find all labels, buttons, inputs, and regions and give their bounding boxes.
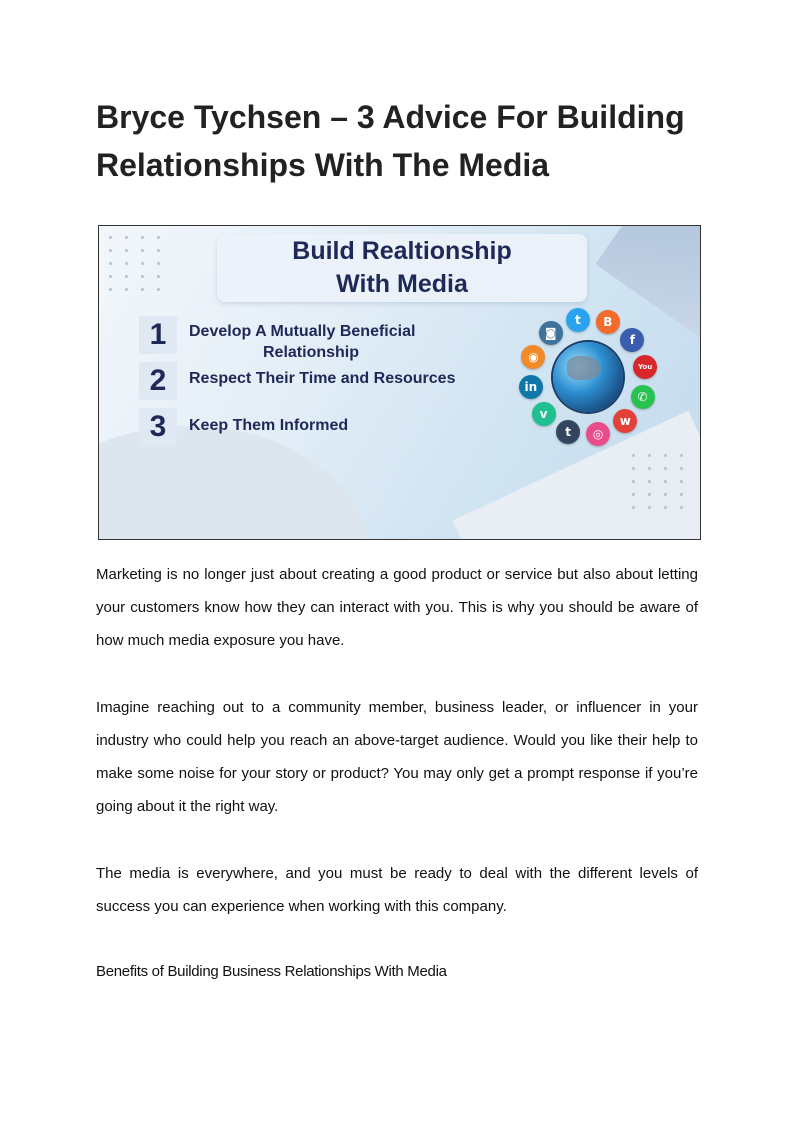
banner-heading (217, 235, 587, 301)
linkedin-icon: in (519, 375, 543, 399)
instagram-icon: ◙ (539, 321, 563, 345)
banner-image (98, 225, 701, 540)
banner-heading-line1: Build Realtionship (292, 237, 512, 265)
facebook-icon: f (620, 328, 644, 352)
page-title: Bryce Tychsen – 3 Advice For Building Relationships With The Media (96, 99, 685, 183)
paragraph-1: Marketing is no longer just about creating a good product or service but also about letting your customers know how they can interact with you. This is why you should be aware of how much media exposure you have. (96, 566, 698, 649)
step-number-1: 1 (139, 316, 177, 354)
tumblr-icon: t (556, 420, 580, 444)
globe-landmass (567, 356, 601, 380)
step-number-2: 2 (139, 362, 177, 400)
whatsapp-icon: ✆ (631, 385, 655, 409)
weibo-icon: w (613, 409, 637, 433)
paragraph-2: Imagine reaching out to a community member, business leader, or influencer in your industry who could help you reach an above-target audience. Would you like their help to make some noise for your story or product? You may only get a prompt response if you’re going about it the right way. (96, 699, 698, 815)
twitter-icon: t (566, 308, 590, 332)
section-subheading: Benefits of Building Business Relationships With Media (96, 963, 447, 980)
blogger-icon: B (596, 310, 620, 334)
paragraph-3: The media is everywhere, and you must be ready to deal with the different levels of success you can experience when working with this company. (96, 865, 698, 915)
social-media-cluster (509, 306, 669, 456)
decorative-dots (632, 454, 686, 509)
rss-icon: ◉ (521, 345, 545, 369)
step-number-3: 3 (139, 408, 177, 446)
step-1-line1: Develop A Mutually Beneficial (189, 323, 416, 340)
youtube-icon: You (633, 355, 657, 379)
decorative-dots (109, 236, 163, 291)
banner-heading-line2: With Media (336, 270, 468, 298)
dribbble-icon: ◎ (586, 422, 610, 446)
step-text-1 (189, 321, 489, 363)
step-1-line2: Relationship (263, 344, 360, 361)
vine-icon: v (532, 402, 556, 426)
step-text-2: Respect Their Time and Resources (189, 370, 456, 387)
step-text-3: Keep Them Informed (189, 417, 349, 434)
